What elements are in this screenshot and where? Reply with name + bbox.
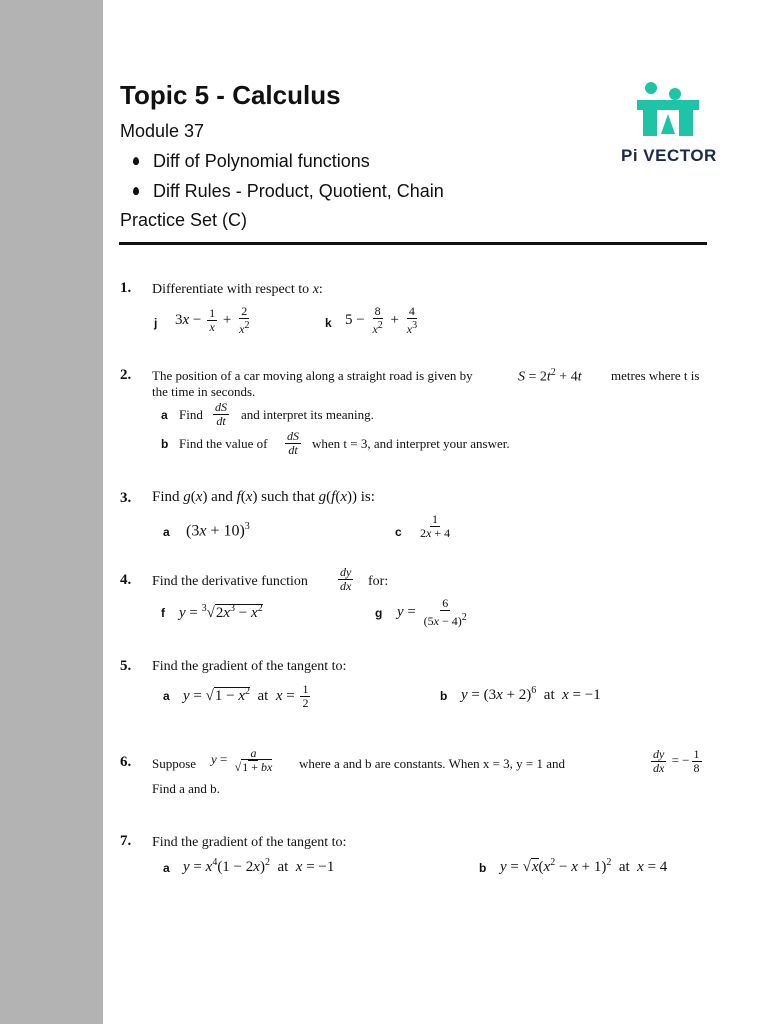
part-label: a — [163, 689, 170, 703]
part-label: f — [161, 606, 165, 620]
question-number: 3. — [120, 490, 132, 506]
expression: $S = 2t^2 + 4t$ — [518, 367, 582, 385]
expression: $\frac{dy}{dx}$ — [340, 565, 352, 593]
part-label: j — [154, 316, 158, 330]
question-text: Find g(x) and f(x) such that g(f(x)) is: — [152, 489, 375, 505]
question-text: metres where t is — [611, 368, 700, 383]
part-label: a — [161, 408, 168, 422]
bullet-icon — [133, 187, 139, 195]
expression: $\frac{dS}{dt}$ — [287, 429, 299, 457]
question-text: Find — [179, 407, 203, 422]
part-label: k — [325, 316, 332, 330]
left-margin-bar — [0, 0, 103, 1024]
part-label: b — [440, 689, 448, 703]
question-number: 7. — [120, 833, 132, 849]
question-number: 5. — [120, 658, 132, 674]
expression: $\frac{dS}{dt}$ — [215, 400, 227, 428]
question-text: Suppose — [152, 756, 197, 771]
question-number: 2. — [120, 367, 132, 383]
question-text: Find the value of — [179, 436, 268, 451]
question-text: Find the gradient of the tangent to: — [152, 659, 347, 674]
question-text: The position of a car moving along a straight road is given by — [152, 368, 473, 383]
part-label: b — [161, 437, 169, 451]
part-label: a — [163, 861, 170, 875]
expression: $y = (3x + 2)^6$ at x = −1 — [461, 685, 601, 703]
module-label: Module 37 — [120, 121, 205, 141]
part-label: a — [163, 525, 170, 539]
question-text: and interpret its meaning. — [241, 407, 374, 422]
question-text: Differentiate with respect to x: — [152, 282, 323, 297]
expression: $y = ^3√2x^3 - x^2$ — [179, 603, 263, 621]
expression: 3x − $\frac{1}{x}$ + $\frac{2}{x^2}$ — [175, 304, 250, 336]
part-label: g — [375, 606, 383, 620]
header-divider — [119, 242, 707, 245]
expression: $y = √x(x^2 - x + 1)^2$ at x = 4 — [500, 857, 668, 875]
question-text: when t = 3, and interpret your answer. — [312, 436, 510, 451]
bullet-icon — [133, 157, 139, 165]
expression: $y = x^4(1 - 2x)^2$ at x = −1 — [183, 857, 335, 875]
part-label: c — [395, 525, 402, 539]
question-text: the time in seconds. — [152, 384, 256, 399]
bullet-item: Diff Rules - Product, Quotient, Chain — [133, 181, 444, 202]
question-number: 4. — [120, 572, 132, 588]
question-text: Find the derivative function — [152, 574, 308, 589]
part-label: b — [479, 861, 487, 875]
bullet-item: Diff of Polynomial functions — [133, 151, 370, 172]
expression: 5 − $\frac{8}{x^2}$ + $\frac{4}{x^3}$ — [345, 304, 418, 336]
question-number: 1. — [120, 280, 132, 296]
question-text: where a and b are constants. When x = 3, y = 1 and — [299, 756, 566, 771]
practice-set-label: Practice Set (C) — [120, 210, 248, 230]
expression: $\frac{dy}{dx}$ = − $\frac{1}{8}$ — [653, 747, 700, 775]
expression: $y = √1 - x^2$ at x = $\frac{1}{2}$ — [183, 682, 309, 710]
question-text: Find a and b. — [152, 781, 220, 796]
question-text: Find the gradient of the tangent to: — [152, 835, 347, 850]
expression: y = $\frac{a}{√1 + bx}$ — [211, 746, 273, 774]
page-title: Topic 5 - Calculus — [120, 80, 341, 110]
expression: y = $\frac{6}{(5x - 4)^2}$ — [397, 596, 467, 628]
expression: $\frac{1}{2x + 4}$ — [420, 512, 451, 540]
expression: $(3x + 10)^3$ — [186, 521, 250, 540]
worksheet-page — [103, 0, 768, 1024]
question-text: for: — [368, 574, 389, 589]
logo-text: Pi VECTOR — [621, 146, 717, 165]
question-number: 6. — [120, 754, 132, 770]
